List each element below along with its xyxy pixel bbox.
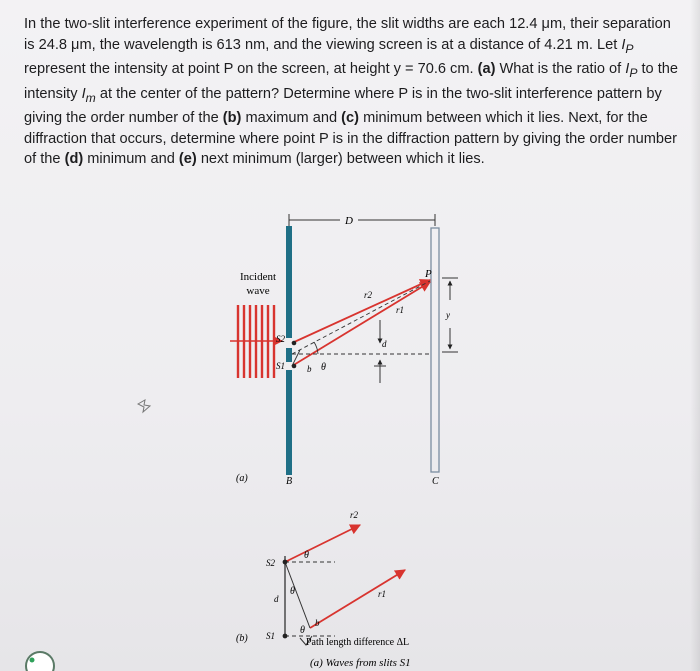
- problem-text: at the center of the pattern? Determine where P is in the two-slit interference pattern by giving the order number of the: [24, 85, 662, 127]
- problem-text: What is the ratio of: [495, 61, 626, 78]
- barrier-bottom: [286, 370, 292, 475]
- barrier-middle: [286, 348, 292, 362]
- problem-text: represent the intensity at point P on the screen, at height y = 70.6 cm.: [24, 61, 478, 78]
- r1-label-b: r1: [378, 589, 387, 599]
- theta-label: θ: [321, 362, 326, 373]
- mouse-cursor-icon: [136, 398, 152, 414]
- distance-D-label: D: [345, 215, 353, 227]
- intensity-symbol: I: [81, 85, 86, 102]
- incident-label: Incident: [239, 271, 277, 283]
- r2-label: r2: [364, 290, 373, 300]
- slit-S2-label: S2: [276, 334, 285, 344]
- b-label: b: [307, 364, 312, 374]
- part-a-figure-label: (a): [236, 473, 248, 484]
- problem-text: maximum and: [241, 110, 342, 127]
- wave-label: wave: [246, 285, 270, 297]
- incident-wavefronts: [230, 305, 282, 378]
- figure-caption: (a) Waves from slits S1: [310, 657, 411, 669]
- ray-r1: [292, 282, 430, 366]
- slit-S2-label-b: S2: [266, 558, 275, 568]
- path-difference-label: Path length difference ΔL: [306, 637, 410, 648]
- d-label-b: d: [274, 594, 279, 604]
- theta-label-b3: θ: [300, 625, 305, 636]
- barrier-top: [286, 226, 292, 338]
- problem-text: next minimum (larger) between which it lies.: [196, 151, 485, 168]
- part-a-label: (a): [477, 61, 496, 78]
- right-edge-shadow: [690, 0, 700, 671]
- problem-text: to the intensity: [24, 61, 678, 102]
- part-c-label: (c): [341, 110, 360, 127]
- ray-r2: [292, 280, 430, 343]
- part-e-label: (e): [178, 151, 197, 168]
- d-label: d: [382, 339, 387, 349]
- r1-label: r1: [396, 305, 405, 315]
- intensity-subscript: P: [625, 41, 634, 56]
- intensity-symbol: I: [621, 36, 626, 53]
- corner-circle-icon[interactable]: [22, 644, 58, 671]
- theta-label-b2: θ: [290, 586, 295, 597]
- part-b-figure-label: (b): [236, 633, 248, 644]
- intensity-symbol: I: [625, 61, 630, 78]
- r2-label-b: r2: [350, 510, 359, 520]
- slit-S1-label-b: S1: [266, 631, 275, 641]
- point-P-label: P: [425, 268, 432, 280]
- barrier-B-label: B: [286, 476, 293, 487]
- figure-b: [236, 510, 411, 669]
- ray-r2-b: [285, 525, 360, 562]
- screen-C-label: C: [432, 476, 439, 487]
- intensity-subscript: P: [629, 66, 638, 80]
- part-d-label: (d): [64, 151, 84, 168]
- part-b-label: (b): [222, 110, 242, 127]
- theta-label-b1: θ: [304, 550, 309, 561]
- problem-text: In the two-slit interference experiment of the figure, the slit widths are each 12.4 μm, their separation is 24.8 μm, the wavelength is 613 nm, and the viewing screen is at a distance of 4.21 m. Let: [24, 16, 671, 53]
- problem-text: minimum and: [83, 151, 179, 168]
- intensity-subscript: m: [85, 90, 96, 105]
- figure-a: [230, 214, 458, 487]
- b-label-b: b: [315, 618, 320, 628]
- problem-text: minimum between which it lies. Next, for the diffraction that occurs, determine where point P is in the diffraction pattern by giving the order number of the: [24, 110, 678, 168]
- ray-r1-b: [310, 570, 405, 628]
- slit-S1-label: S1: [276, 361, 285, 371]
- y-label: y: [446, 310, 450, 320]
- viewing-screen: [431, 228, 439, 472]
